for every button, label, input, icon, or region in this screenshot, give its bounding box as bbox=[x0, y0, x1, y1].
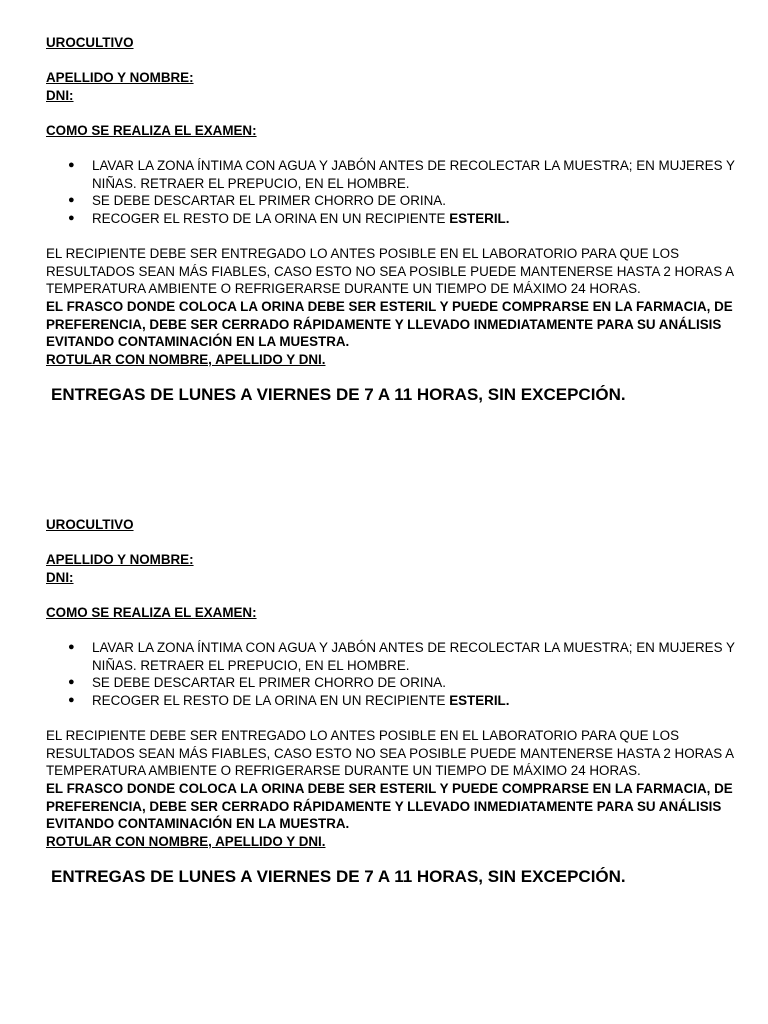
list-item bbox=[46, 674, 736, 692]
bullet-icon: ● bbox=[68, 159, 75, 172]
name-label: APELLIDO Y NOMBRE: bbox=[46, 552, 194, 568]
step-text: SE DEBE DESCARTAR EL PRIMER CHORRO DE ORINA. bbox=[92, 193, 446, 209]
spacer bbox=[46, 586, 736, 604]
form-title: UROCULTIVO bbox=[46, 517, 134, 532]
container-paragraph: EL FRASCO DONDE COLOCA LA ORINA DEBE SER ESTERIL Y PUEDE COMPRARSE EN LA FARMACIA, DE PREFERENCIA, DEBE SER CERRADO RÁPIDAMENTE Y LLEVADO INMEDIATAMENTE PARA SU ANÁLISIS EVITANDO CONTAMINACIÓN EN LA MUESTRA. bbox=[46, 298, 733, 350]
steps-list bbox=[46, 157, 736, 227]
list-item bbox=[46, 192, 736, 210]
dni-label: DNI: bbox=[46, 569, 74, 585]
form-title: UROCULTIVO bbox=[46, 35, 134, 50]
spacer bbox=[46, 104, 736, 122]
dni-label: DNI: bbox=[46, 87, 74, 103]
spacer bbox=[46, 228, 736, 246]
list-item bbox=[46, 157, 736, 192]
list-item bbox=[46, 639, 736, 674]
step-text: SE DEBE DESCARTAR EL PRIMER CHORRO DE ORINA. bbox=[92, 675, 446, 691]
urocultivo-form-copy-2 bbox=[46, 516, 736, 887]
spacer bbox=[46, 534, 736, 552]
bullet-icon: ● bbox=[68, 211, 75, 224]
label-instruction: ROTULAR CON NOMBRE, APELLIDO Y DNI. bbox=[46, 833, 326, 849]
spacer bbox=[46, 140, 736, 158]
step-text: LAVAR LA ZONA ÍNTIMA CON AGUA Y JABÓN ANTES DE RECOLECTAR LA MUESTRA; EN MUJERES Y NIÑAS. RETRAER EL PREPUCIO, EN EL HOMBRE. bbox=[92, 158, 735, 191]
step-text: RECOGER EL RESTO DE LA ORINA EN UN RECIPIENTE bbox=[92, 210, 446, 226]
how-heading: COMO SE REALIZA EL EXAMEN: bbox=[46, 604, 257, 620]
spacer bbox=[46, 710, 736, 728]
schedule-notice: ENTREGAS DE LUNES A VIERNES DE 7 A 11 HORAS, SIN EXCEPCIÓN. bbox=[51, 385, 626, 405]
bullet-icon: ● bbox=[68, 194, 75, 207]
bullet-icon: ● bbox=[68, 676, 75, 689]
delivery-paragraph: EL RECIPIENTE DEBE SER ENTREGADO LO ANTES POSIBLE EN EL LABORATORIO PARA QUE LOS RESULTADOS SEAN MÁS FIABLES, CASO ESTO NO SEA POSIBLE PUEDE MANTENERSE HASTA 2 HORAS A TEMPERATURA AMBIENTE O REFRIGERARSE DURANTE UN TIEMPO DE MÁXIMO 24 HORAS. bbox=[46, 246, 734, 297]
urocultivo-form-copy-1 bbox=[46, 34, 736, 405]
step-bold-text: ESTERIL. bbox=[449, 692, 510, 708]
how-heading: COMO SE REALIZA EL EXAMEN: bbox=[46, 122, 257, 138]
step-text: RECOGER EL RESTO DE LA ORINA EN UN RECIPIENTE bbox=[92, 692, 446, 708]
steps-list bbox=[46, 639, 736, 709]
step-text: LAVAR LA ZONA ÍNTIMA CON AGUA Y JABÓN ANTES DE RECOLECTAR LA MUESTRA; EN MUJERES Y NIÑAS. RETRAER EL PREPUCIO, EN EL HOMBRE. bbox=[92, 640, 735, 673]
bullet-icon: ● bbox=[68, 693, 75, 706]
label-instruction: ROTULAR CON NOMBRE, APELLIDO Y DNI. bbox=[46, 351, 326, 367]
bullet-icon: ● bbox=[68, 641, 75, 654]
spacer bbox=[46, 52, 736, 70]
step-bold-text: ESTERIL. bbox=[449, 210, 510, 226]
container-paragraph: EL FRASCO DONDE COLOCA LA ORINA DEBE SER ESTERIL Y PUEDE COMPRARSE EN LA FARMACIA, DE PREFERENCIA, DEBE SER CERRADO RÁPIDAMENTE Y LLEVADO INMEDIATAMENTE PARA SU ANÁLISIS EVITANDO CONTAMINACIÓN EN LA MUESTRA. bbox=[46, 780, 733, 832]
schedule-notice: ENTREGAS DE LUNES A VIERNES DE 7 A 11 HORAS, SIN EXCEPCIÓN. bbox=[51, 867, 626, 887]
spacer bbox=[46, 622, 736, 640]
list-item bbox=[46, 210, 736, 228]
name-label: APELLIDO Y NOMBRE: bbox=[46, 70, 194, 86]
list-item bbox=[46, 692, 736, 710]
delivery-paragraph: EL RECIPIENTE DEBE SER ENTREGADO LO ANTES POSIBLE EN EL LABORATORIO PARA QUE LOS RESULTADOS SEAN MÁS FIABLES, CASO ESTO NO SEA POSIBLE PUEDE MANTENERSE HASTA 2 HORAS A TEMPERATURA AMBIENTE O REFRIGERARSE DURANTE UN TIEMPO DE MÁXIMO 24 HORAS. bbox=[46, 728, 734, 779]
